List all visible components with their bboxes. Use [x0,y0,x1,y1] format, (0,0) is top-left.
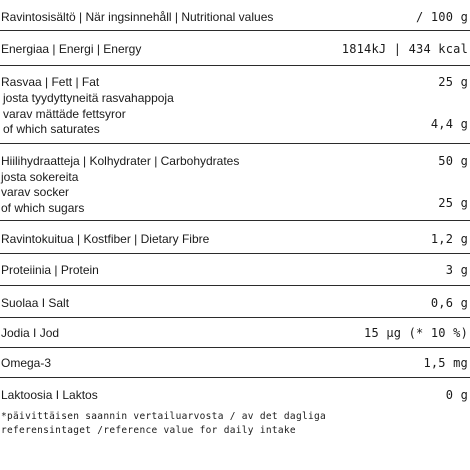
divider [0,317,470,318]
header-label: Ravintosisältö | När ingsinnehåll | Nutritional values [1,10,274,24]
fat-label: Rasvaa | Fett | Fat [1,75,100,89]
energy-label: Energiaa | Energi | Energy [1,42,142,56]
saturates-label-sv: varav mättäde fettsyror [3,107,126,121]
saturates-label-fi: josta tyydyttyneitä rasvahappoja [3,91,174,105]
carbohydrates-label: Hiilihydraatteja | Kolhydrater | Carbohydrates [1,154,240,168]
omega3-value: 1,5 mg [423,356,468,370]
divider [0,30,470,31]
divider [0,285,470,286]
salt-value: 0,6 g [430,296,468,310]
fibre-label: Ravintokuitua | Kostfiber | Dietary Fibre [1,232,210,246]
sugars-label-en: of which sugars [1,201,85,215]
lactose-value: 0 g [445,388,468,402]
header-value: / 100 g [416,10,468,24]
footnote [1,410,326,438]
footnote-line-1: *päivittäisen saannin vertailuarvosta / av det dagliga [1,411,327,422]
protein-label: Proteiinia | Protein [1,263,99,277]
carbohydrates-value: 50 g [438,154,468,168]
saturates-label-en: of which saturates [3,122,100,136]
divider [0,143,470,144]
sugars-value: 25 g [438,196,468,210]
divider [0,220,470,221]
sugars-label-fi: josta sokereita [1,170,79,184]
saturates-value: 4,4 g [430,117,468,131]
fibre-value: 1,2 g [430,232,468,246]
divider [0,65,470,66]
iodine-value: 15 µg (* 10 %) [364,326,468,340]
energy-value: 1814kJ | 434 kcal [341,42,468,56]
divider [0,347,470,348]
divider [0,253,470,254]
iodine-label: Jodia I Jod [1,326,60,340]
salt-label: Suolaa I Salt [1,296,70,310]
sugars-label-sv: varav socker [1,185,70,199]
fat-value: 25 g [438,75,468,89]
lactose-label: Laktoosia I Laktos [1,388,98,402]
protein-value: 3 g [445,263,468,277]
footnote-line-2: referensintaget /reference value for daily intake [1,425,296,436]
divider [0,377,470,378]
omega3-label: Omega-3 [1,356,52,370]
